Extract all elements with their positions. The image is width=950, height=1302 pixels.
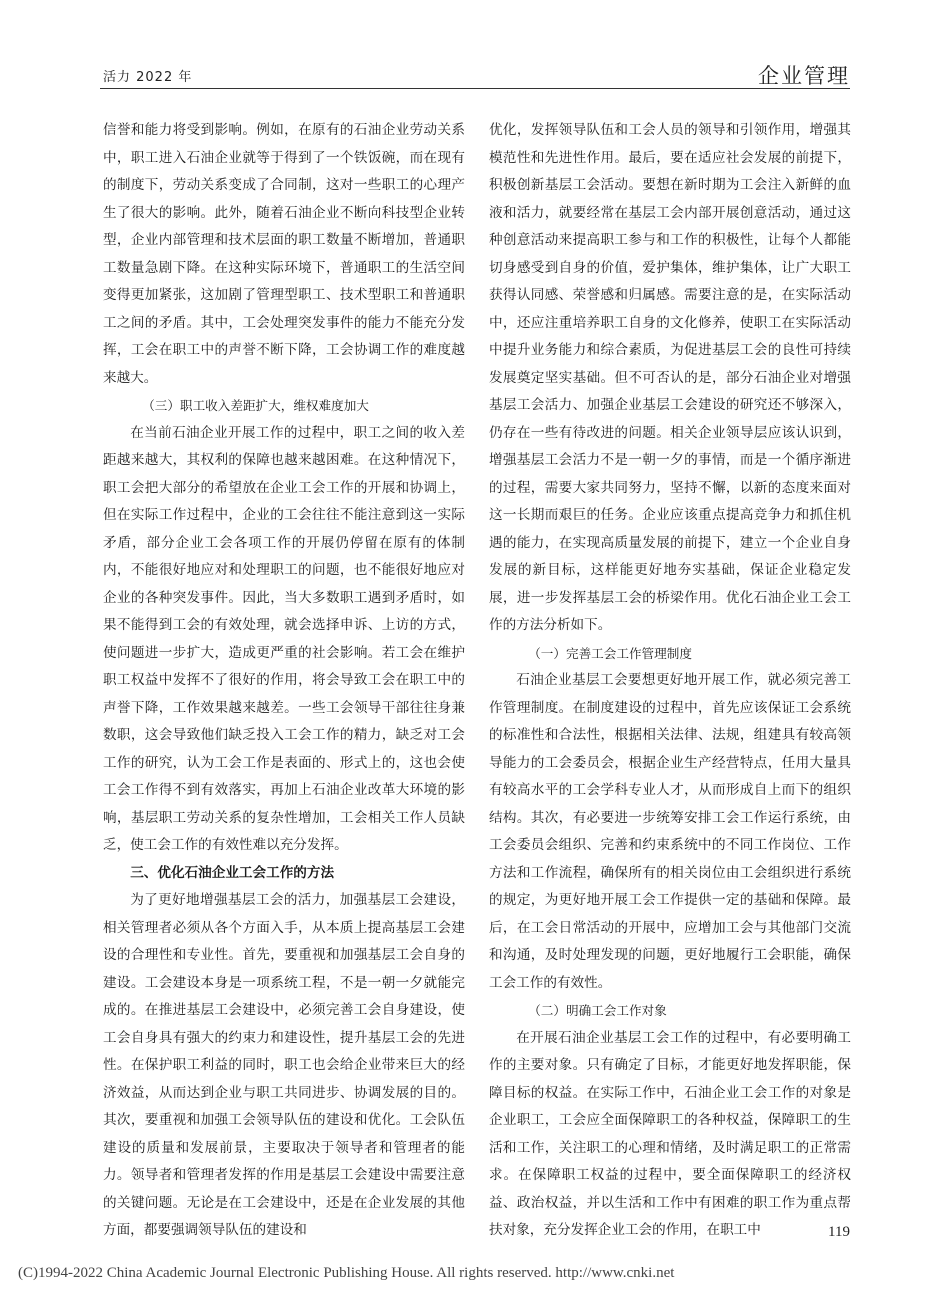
body-paragraph: 信誉和能力将受到影响。例如，在原有的石油企业劳动关系中，职工进入石油企业就等于得到了一个铁饭碗，而在现有的制度下，劳动关系变成了合同制，这对一些职工的心理产生了很大的影响。此外，随着石油企业不断向科技型企业转型，企业内部管理和技术层面的职工数量不断增加，普通职工数量急剧下降。在这种实际环境下，普通职工的生活空间变得更加紧张，这加剧了管理型职工、技术型职工和普通职工之间的矛盾。其中，工会处理突发事件的能力不能充分发挥，工会在职工中的声誉不断下降，工会协调工作的难度越来越大。	[103, 122, 465, 386]
body-paragraph: 石油企业基层工会要想更好地开展工作，就必须完善工作管理制度。在制度建设的过程中，首先应该保证工会系统的标准性和合法性，根据相关法律、法规，组建具有较高领导能力的工会委员会，根据企业生产经营特点，任用大量具有较高水平的工会学科专业人才，从而形成自上而下的组织结构。其次，有必要进一步统筹安排工会工作运行系统，由工会委员会组织、完善和约束系统中的不同工作岗位、工作方法和工作流程，确保所有的相关岗位由工会组织进行系统的规定，为更好地开展工会工作提供一定的基础和保障。最后，在工会日常活动的开展中，应增加工会与其他部门交流和沟通，及时处理发现的问题，更好地履行工会职能，确保工会工作的有效性。	[489, 672, 851, 991]
subsection-heading: （二）明确工会工作对象	[528, 1003, 667, 1018]
section-heading: 三、优化石油企业工会工作的方法	[130, 864, 335, 881]
journal-issue: 活力 2022 年	[103, 70, 193, 85]
section-title: 企业管理	[758, 64, 850, 88]
body-paragraph: 在当前石油企业开展工作的过程中，职工之间的收入差距越来越大，其权利的保障也越来越困难。在这种情况下，职工会把大部分的希望放在企业工会工作的开展和协调上，但在实际工作过程中，企业的工会往往不能注意到这一实际矛盾，部分企业工会各项工作的开展仍停留在原有的体制内，不能很好地应对和处理职工的问题，也不能很好地应对企业的各种突发事件。因此，当大多数职工遇到矛盾时，如果不能得到工会的有效处理，就会选择申诉、上访的方式，使问题进一步扩大，造成更严重的社会影响。若工会在维护职工权益中发挥不了很好的作用，将会导致工会在职工中的声誉下降，工作效果越来越差。一些工会领导干部往往身兼数职，这会导致他们缺乏投入工会工作的精力，缺乏对工会工作的研究，认为工会工作是表面的、形式上的，这也会使工会工作得不到有效落实，再加上石油企业改革大环境的影响，基层职工劳动关系的复杂性增加，工会相关工作人员缺乏，使工会工作的有效性难以充分发挥。	[103, 424, 465, 853]
header-rule	[100, 88, 850, 89]
page-number: 119	[828, 1224, 850, 1240]
right-column	[489, 117, 851, 1245]
page-header	[0, 0, 950, 92]
body-paragraph: 在开展石油企业基层工会工作的过程中，有必要明确工作的主要对象。只有确定了目标，才能更好地发挥职能，保障目标的权益。在实际工作中，石油企业工会工作的对象是企业职工，工会应全面保障职工的各种权益，保障职工的生活和工作，关注职工的心理和情绪，及时满足职工的正常需求。在保障职工权益的过程中，要全面保障职工的经济权益、政治权益，并以生活和工作中有困难的职工作为重点帮扶对象，充分发挥企业工会的作用，在职工中	[489, 1029, 851, 1238]
subsection-heading: （三）职工收入差距扩大，维权难度加大	[142, 398, 369, 413]
subsection-heading: （一）完善工会工作管理制度	[528, 645, 692, 661]
body-paragraph: 为了更好地增强基层工会的活力，加强基层工会建设，相关管理者必须从各个方面入手，从本质上提高基层工会建设的合理性和专业性。首先，要重视和加强基层工会自身的建设。工会建设本身是一项系统工程，不是一朝一夕就能完成的。在推进基层工会建设中，必须完善工会自身建设，使工会自身具有强大的约束力和建设性，提升基层工会的先进性。在保护职工利益的同时，职工也会给企业带来巨大的经济效益，从而达到企业与职工共同进步、协调发展的目的。其次，要重视和加强工会领导队伍的建设和优化。工会队伍建设的质量和发展前景，主要取决于领导者和管理者的能力。领导者和管理者发挥的作用是基层工会建设中需要注意的关键问题。无论是在工会建设中，还是在企业发展的其他方面，都要强调领导队伍的建设和	[103, 892, 465, 1238]
body-paragraph: 优化，发挥领导队伍和工会人员的领导和引领作用，增强其模范性和先进性作用。最后，要在适应社会发展的前提下，积极创新基层工会活动。要想在新时期为工会注入新鲜的血液和活力，就要经常在基层工会内部开展创意活动，通过这种创意活动来提高职工参与和工作的积极性，让每个人都能切身感受到自身的价值，爱护集体，维护集体，让广大职工获得认同感、荣誉感和归属感。需要注意的是，在实际活动中，还应注重培养职工自身的文化修养，使职工在实际活动中提升业务能力和综合素质，为促进基层工会的良性可持续发展奠定坚实基础。但不可否认的是，部分石油企业对增强基层工会活力、加强企业基层工会建设的研究还不够深入，仍存在一些有待改进的问题。相关企业领导层应该认识到，增强基层工会活力不是一朝一夕的事情，而是一个循序渐进的过程，需要大家共同努力，坚持不懈，以新的态度来面对这一长期而艰巨的任务。企业应该重点提高竞争力和抓住机遇的能力，在实现高质量发展的前提下，建立一个企业自身发展的新目标，这样能更好地夯实基础，保证企业稳定发展，进一步发挥基层工会的桥梁作用。优化石油企业工会工作的方法分析如下。	[489, 122, 851, 633]
left-column	[103, 117, 465, 1245]
copyright-footer: (C)1994-2022 China Academic Journal Electronic Publishing House. All rights reserved. http://www.cnki.net	[18, 1265, 675, 1281]
